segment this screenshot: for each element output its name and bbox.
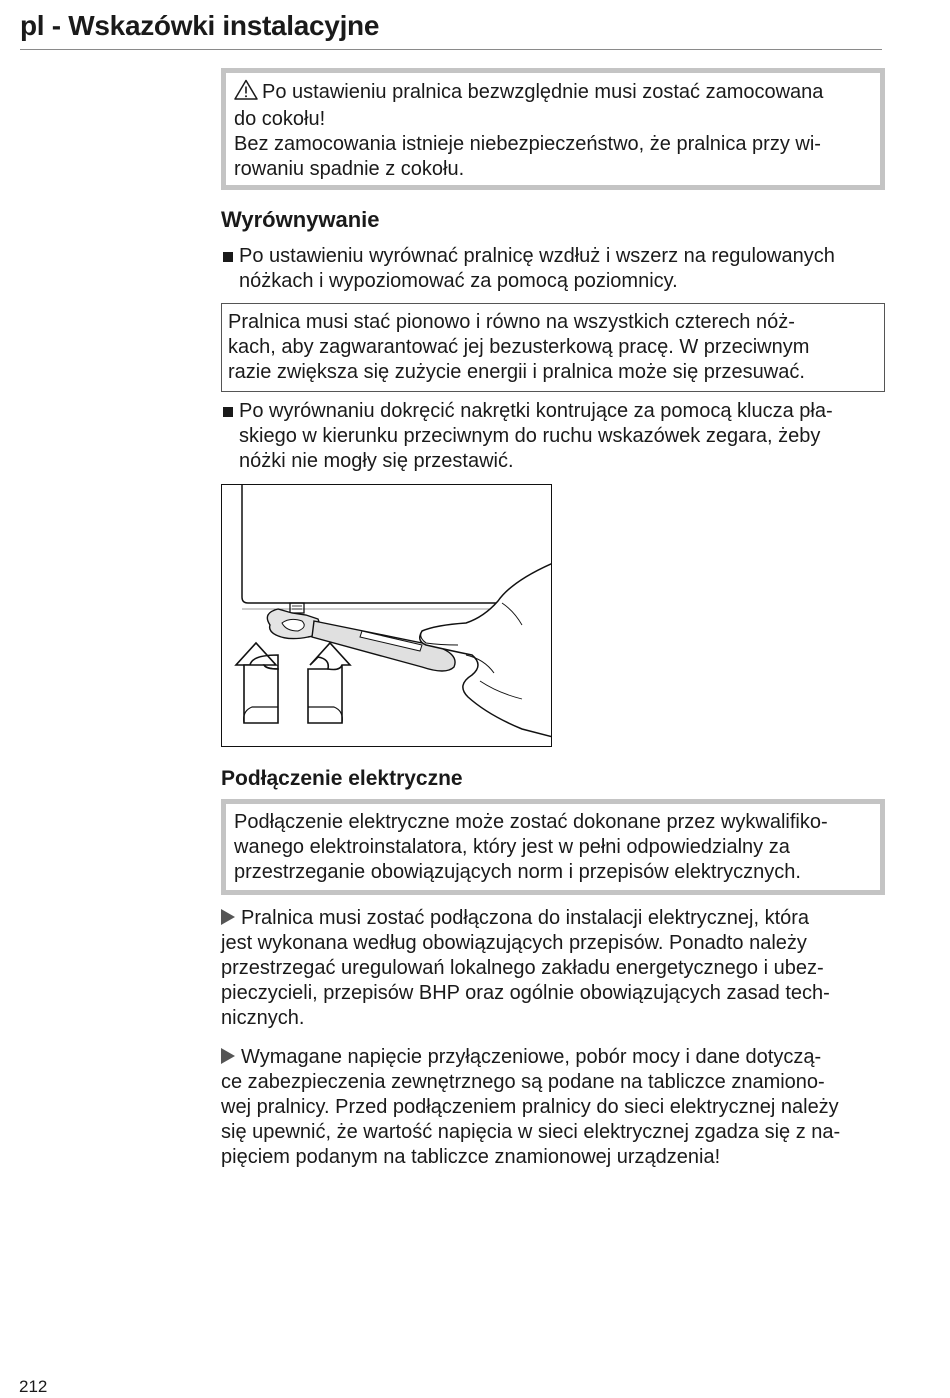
note-line: kach, aby zagwarantować jej bezusterkową pracę. W przeciwnym: [228, 336, 810, 358]
section-heading-electrical: Podłączenie elektryczne: [221, 767, 463, 790]
page-header-title: pl - Wskazówki instalacyjne: [20, 10, 380, 41]
bullet-line: nóżkach i wypoziomować za pomocą poziomnicy.: [239, 270, 678, 292]
warning-line: do cokołu!: [234, 108, 326, 130]
paragraph-line: przestrzegać uregulowań lokalnego zakładu energetycznego i ubez-: [221, 957, 824, 979]
paragraph-line: ce zabezpieczenia zewnętrznego są podane na tabliczce znamiono-: [221, 1071, 825, 1093]
arrow-right-icon: [221, 909, 235, 925]
paragraph-line: Pralnica musi zostać podłączona do instalacji elektrycznej, która: [241, 907, 810, 929]
instruction-paragraph: [221, 906, 885, 1031]
bullet-line: nóżki nie mogły się przestawić.: [239, 450, 514, 472]
warning-line: Bez zamocowania istnieje niebezpieczeństwo, że pralnica przy wi-: [234, 133, 821, 155]
page-number: 212: [19, 1377, 48, 1396]
paragraph-line: się upewnić, że wartość napięcia w sieci elektrycznej zgadza się z na-: [221, 1121, 841, 1143]
list-item: [221, 244, 885, 294]
paragraph-line: wej pralnicy. Przed podłączeniem pralnicy do sieci elektrycznej należy: [221, 1096, 839, 1118]
paragraph-line: jest wykonana według obowiązujących przepisów. Ponadto należy: [221, 932, 807, 954]
note-box: [221, 303, 885, 392]
box-line: przestrzeganie obowiązujących norm i przepisów elektrycznych.: [234, 861, 801, 883]
note-line: Pralnica musi stać pionowo i równo na wszystkich czterech nóż-: [228, 311, 795, 333]
warning-box: [221, 68, 885, 190]
wrench-illustration: [221, 484, 552, 747]
list-item: [221, 399, 885, 474]
warning-line: Po ustawieniu pralnica bezwzględnie musi zostać zamocowana: [262, 81, 824, 103]
bullet-line: Po wyrównaniu dokręcić nakrętki kontrujące za pomocą klucza pła-: [239, 400, 833, 422]
box-line: wanego elektroinstalatora, który jest w pełni odpowiedzialny za: [234, 836, 790, 858]
electrical-info-box: [221, 799, 885, 895]
warning-triangle-icon: [234, 79, 258, 107]
paragraph-line: pieczycieli, przepisów BHP oraz ogólnie obowiązujących zasad tech-: [221, 982, 830, 1004]
bullet-square-icon: [223, 252, 233, 262]
section-heading-leveling: Wyrównywanie: [221, 207, 380, 232]
header-divider: [20, 49, 882, 50]
bullet-line: skiego w kierunku przeciwnym do ruchu wskazówek zegara, żeby: [239, 425, 821, 447]
wrench-illustration-drawing: [222, 485, 552, 747]
arrow-right-icon: [221, 1048, 235, 1064]
warning-line: rowaniu spadnie z cokołu.: [234, 158, 465, 180]
bullet-square-icon: [223, 407, 233, 417]
paragraph-line: Wymagane napięcie przyłączeniowe, pobór mocy i dane dotyczą-: [241, 1046, 822, 1068]
paragraph-line: nicznych.: [221, 1007, 305, 1029]
note-line: razie zwiększa się zużycie energii i pralnica może się przesuwać.: [228, 361, 805, 383]
paragraph-line: pięciem podanym na tabliczce znamionowej urządzenia!: [221, 1146, 721, 1168]
box-line: Podłączenie elektryczne może zostać dokonane przez wykwalifiko-: [234, 811, 828, 833]
instruction-paragraph: [221, 1045, 885, 1170]
bullet-line: Po ustawieniu wyrównać pralnicę wzdłuż i wszerz na regulowanych: [239, 245, 835, 267]
